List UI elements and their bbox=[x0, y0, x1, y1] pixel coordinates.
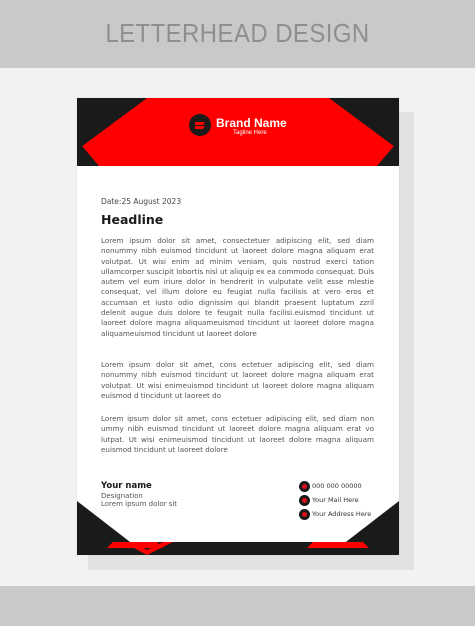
signature-name: Your name bbox=[101, 481, 152, 491]
contact-phone-text: 000 000 00000 bbox=[312, 482, 362, 490]
brand-name: Brand Name bbox=[216, 116, 287, 130]
contact-mail-text: Your Mail Here bbox=[312, 496, 359, 504]
letter-date: Date:25 August 2023 bbox=[101, 197, 182, 206]
letterhead-page bbox=[77, 98, 399, 555]
tagline: Tagline Here bbox=[233, 130, 267, 136]
phone-icon bbox=[299, 481, 310, 492]
letter-headline: Headline bbox=[101, 212, 164, 227]
body-paragraph: Lorem ipsum dolor sit amet, consectetuer adipiscing elit, sed diam nonummy nibh euismod tincidunt ut laoreet dolore magna aliquam erat volutpat. Ut wisi enim ad minim veniam, quis nostrud exerci tation ullamcorper suscipit lobortis nisl ut aliquip ex ea commodo consequat. Duis autem vel eum iriure dolor in hendrerit in vulputate velit esse mlestie consequat, vel illum dolore eu feugiat nulla facilisis at vero eros et accumsan et iusto odio dignissim qui blandit praesent luptatum zzril delenit augue duis dolore te feugait nulla facilisi.euismod tincidunt ut laoreet dolore magna aliquameuismod tincidunt ut laoreet dolore magna aliquameuismod tincidunt ut laoreet dolore bbox=[101, 236, 374, 338]
contact-address-text: Your Address Here bbox=[312, 510, 372, 518]
body-paragraph: Lorem ipsum dolor sit amet, cons ectetuer adipiscing elit, sed diam non ummy nibh euismod tincidunt ut laoreet dolore magna aliquam erat vo lutpat. Ut wisi enimeuismod tincidunt ut laoreet dolore magna aliquam euismod tincidunt ut laoreet dolore bbox=[101, 414, 374, 454]
footer-decoration bbox=[77, 498, 399, 555]
body-paragraph: Lorem ipsum dolor sit amet, cons ectetuer adipiscing elit, sed diam nonummy nibh euismod tincidunt ut laoreet dolore magna aliquam erat volutpat. Ut wisi enimeuismod tincidunt ut laoreet dolore magna aliquam euismod d tincidunt ut laoreet do bbox=[101, 360, 374, 400]
bottom-banner bbox=[0, 586, 475, 626]
signature-designation: Designation bbox=[101, 492, 143, 500]
banner-title: LETTERHEAD DESIGN bbox=[105, 18, 370, 48]
brand-logo-icon bbox=[189, 114, 211, 136]
signature-text: Lorem ipsum dolor sit bbox=[101, 500, 178, 508]
